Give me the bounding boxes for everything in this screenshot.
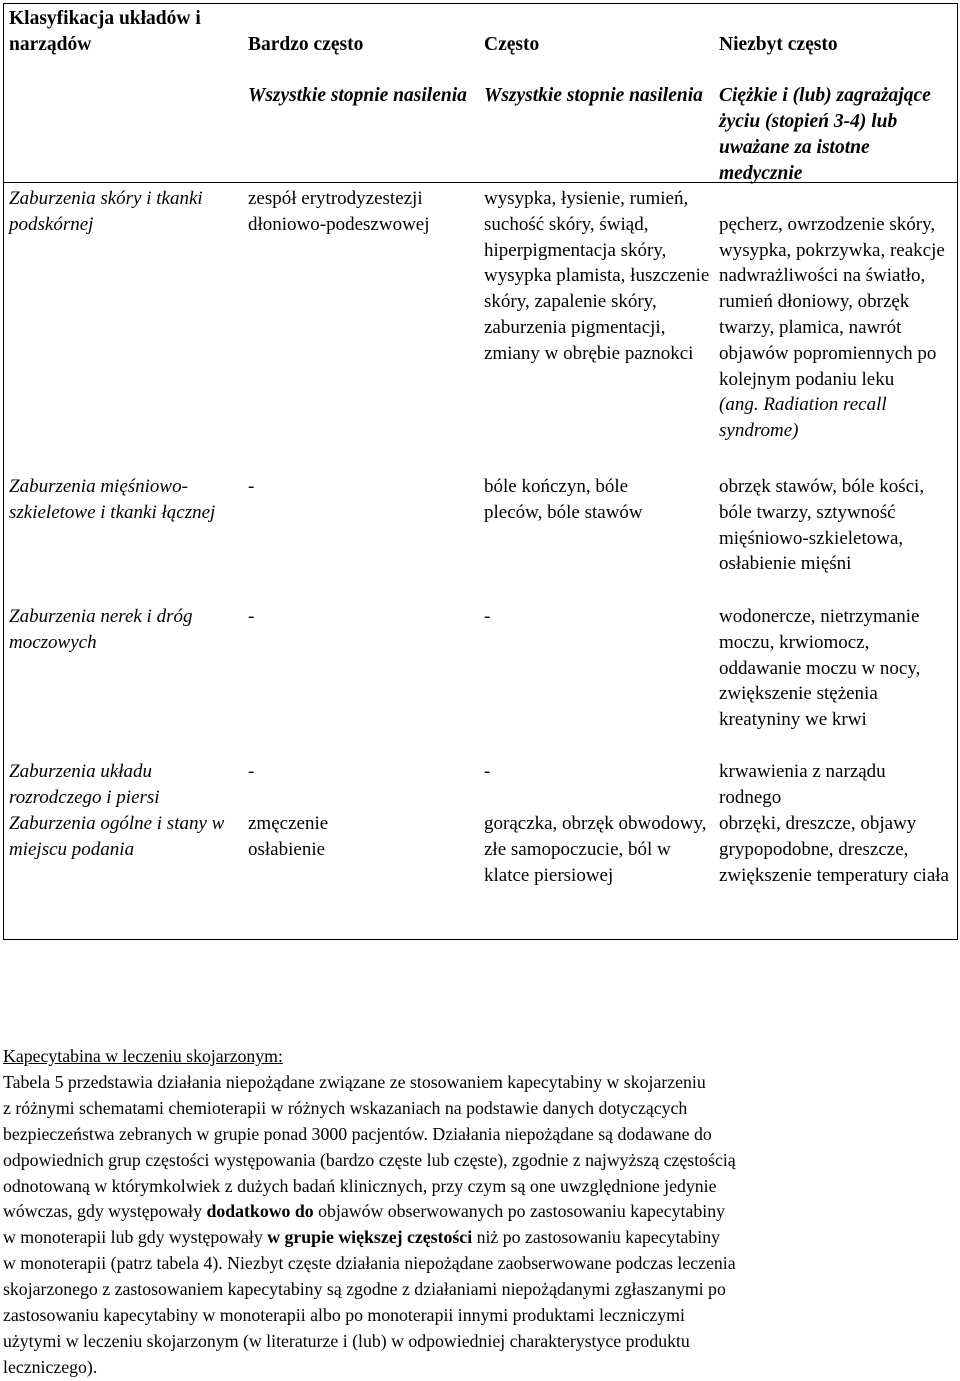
header-uncommon-title: Niezbyt często bbox=[719, 33, 838, 55]
row-general-very-common: zmęczenie osłabienie bbox=[248, 813, 329, 860]
row-reproductive-common: - bbox=[484, 761, 491, 782]
header-very-common bbox=[248, 6, 482, 135]
header-organ-class: Klasyfikacja układów i narządów bbox=[9, 8, 201, 55]
row-general-uncommon: obrzęki, dreszcze, objawy grypopodobne, dreszcze, zwiększenie temperatury ciała bbox=[719, 813, 949, 886]
section-title: Kapecytabina w leczeniu skojarzonym: bbox=[3, 1046, 283, 1066]
paragraph-line: bezpieczeństwa zebranych w grupie ponad 3000 pacjentów. Działania niepożądane są dodawane do bbox=[3, 1123, 712, 1144]
row-skin-very-common: zespół erytrodyzestezji dłoniowo-podeszwowej bbox=[248, 188, 430, 235]
row-kidney-organ: Zaburzenia nerek i dróg moczowych bbox=[9, 606, 193, 653]
paragraph-line: zastosowaniu kapecytabiny w monoterapii albo po monoterapii innymi produktami leczniczymi bbox=[3, 1305, 685, 1326]
combination-therapy-section bbox=[3, 1044, 953, 1381]
paragraph-text: wówczas, gdy występowały bbox=[3, 1201, 207, 1222]
row-kidney-very-common: - bbox=[248, 606, 255, 627]
paragraph-line: Tabela 5 przedstawia działania niepożądane związane ze stosowaniem kapecytabiny w skojarzeniu bbox=[3, 1071, 706, 1092]
paragraph-line: leczniczego). bbox=[3, 1356, 98, 1377]
paragraph-line: odnotowaną w którymkolwiek z dużych badań klinicznych, przy czym są one uwzględnione jedynie bbox=[3, 1175, 717, 1196]
row-skin-organ: Zaburzenia skóry i tkanki podskórnej bbox=[9, 188, 203, 235]
header-uncommon bbox=[719, 6, 955, 212]
paragraph-line: z różnymi schematami chemioterapii w różnych wskazaniach na podstawie danych dotyczących bbox=[3, 1097, 688, 1118]
emphasis-text: dodatkowo do bbox=[206, 1201, 314, 1222]
header-common-sub: Wszystkie stopnie nasilenia bbox=[484, 85, 703, 107]
paragraph-line: w monoterapii (patrz tabela 4). Niezbyt częste działania niepożądane zaobserwowane podczas leczenia bbox=[3, 1253, 736, 1274]
emphasis-text: w grupie większej częstości bbox=[267, 1227, 473, 1248]
header-very-common-sub: Wszystkie stopnie nasilenia bbox=[248, 85, 467, 107]
row-skin-common: wysypka, łysienie, rumień, suchość skóry, świąd, hiperpigmentacja skóry, wysypka plamista, łuszczenie skóry, zapalenie skóry, zaburzenia pigmentacji, zmiany w obrębie paznokci bbox=[484, 188, 710, 364]
row-skin-uncommon-text: pęcherz, owrzodzenie skóry, wysypka, pokrzywka, reakcje nadwrażliwości na światło, rumień dłoniowy, obrzęk twarzy, plamica, nawrót objawów popromiennych po kolejnym podaniu leku bbox=[719, 213, 945, 390]
row-musculoskeletal-organ: Zaburzenia mięśniowo-szkieletowe i tkanki łącznej bbox=[9, 476, 216, 523]
row-skin-uncommon bbox=[719, 186, 955, 444]
paragraph-text: niż po zastosowaniu kapecytabiny bbox=[472, 1227, 721, 1248]
row-musculoskeletal-uncommon: obrzęk stawów, bóle kości, bóle twarzy, sztywność mięśniowo-szkieletowa, osłabienie mięśni bbox=[719, 476, 925, 575]
paragraph-line bbox=[3, 1225, 953, 1251]
paragraph-line bbox=[3, 1199, 953, 1225]
row-kidney-common: - bbox=[484, 606, 491, 627]
header-common bbox=[484, 6, 716, 135]
paragraph-text: w monoterapii lub gdy występowały bbox=[3, 1227, 268, 1248]
row-kidney-uncommon: wodonercze, nietrzymanie moczu, krwiomocz, oddawanie moczu w nocy, zwiększenie stężenia kreatyniny we krwi bbox=[719, 606, 921, 731]
row-musculoskeletal-very-common: - bbox=[248, 476, 255, 497]
row-general-common: gorączka, obrzęk obwodowy, złe samopoczucie, ból w klatce piersiowej bbox=[484, 813, 707, 886]
row-reproductive-organ: Zaburzenia układu rozrodczego i piersi bbox=[9, 761, 160, 808]
paragraph-line: odpowiednich grup częstości występowania (bardzo częste lub częste), zgodnie z najwyższą częstością bbox=[3, 1149, 736, 1170]
row-general-organ: Zaburzenia ogólne i stany w miejscu podania bbox=[9, 813, 225, 860]
paragraph-line: skojarzonego z zastosowaniem kapecytabiny są zgodne z działaniami niepożądanymi zgłaszanymi po bbox=[3, 1279, 726, 1300]
paragraph-line: użytymi w leczeniu skojarzonym (w literaturze i (lub) w odpowiedniej charakterystyce produktu bbox=[3, 1330, 690, 1351]
paragraph-text: objawów obserwowanych po zastosowaniu kapecytabiny bbox=[313, 1201, 726, 1222]
header-common-title: Często bbox=[484, 33, 540, 55]
header-uncommon-sub: Ciężkie i (lub) zagrażające życiu (stopień 3-4) lub uważane za istotne medycznie bbox=[719, 85, 931, 184]
row-skin-uncommon-italic: (ang. Radiation recall syndrome) bbox=[719, 394, 887, 442]
header-very-common-title: Bardzo często bbox=[248, 33, 364, 55]
row-reproductive-uncommon: krwawienia z narządu rodnego bbox=[719, 761, 886, 808]
row-musculoskeletal-common: bóle kończyn, bóle pleców, bóle stawów bbox=[484, 476, 643, 523]
row-reproductive-very-common: - bbox=[248, 761, 255, 782]
